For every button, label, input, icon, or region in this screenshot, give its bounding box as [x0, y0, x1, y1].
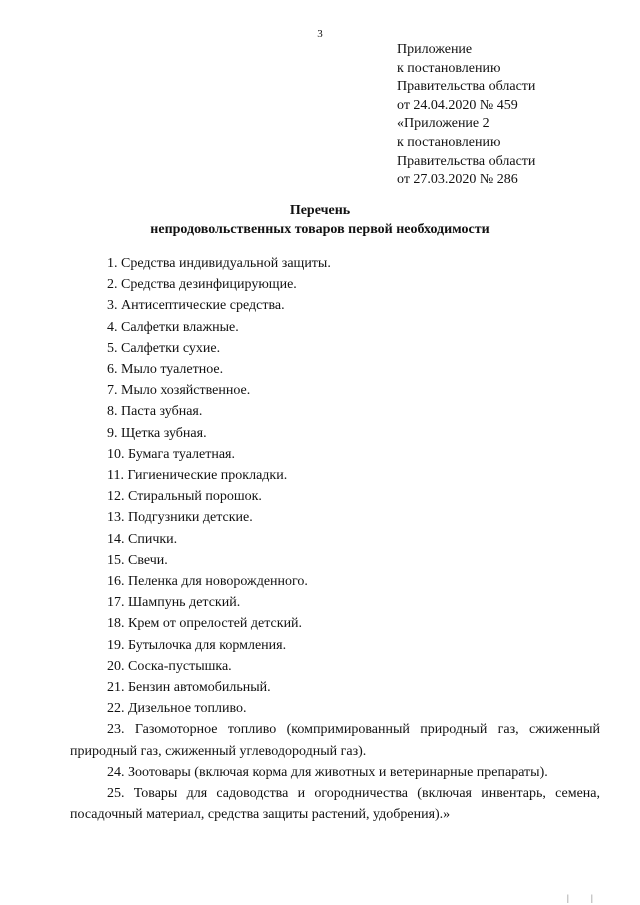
annex-line: «Приложение 2 [397, 116, 490, 132]
list-item: 17. Шампунь детский. [107, 595, 241, 611]
list-item: 19. Бутылочка для кормления. [107, 637, 287, 653]
annex-line: Приложение [397, 42, 473, 57]
list-item: 16. Пеленка для новорожденного. [107, 574, 308, 590]
list-item: 18. Крем от опрелостей детский. [107, 616, 303, 632]
list-item: 7. Мыло хозяйственное. [107, 383, 251, 399]
list-item: 5. Салфетки сухие. [107, 340, 221, 356]
list-item: 23. Газомоторное топливо (компримированный природный газ, сжиженный природный газ, сжиженный углеводородный газ). [70, 722, 600, 759]
annex-line: Правительства области [397, 79, 536, 95]
list-item: 22. Дизельное топливо. [107, 701, 247, 717]
title-line-2: непродовольственных товаров первой необходимости [150, 222, 490, 237]
list-item: 3. Антисептические средства. [107, 298, 285, 314]
list-item: 14. Спички. [107, 531, 178, 547]
page-number: 3 [317, 28, 323, 40]
list-item: 25. Товары для садоводства и огородничества (включая инвентарь, семена, посадочный материал, средства защиты растений, удобрения).» [70, 786, 600, 823]
list-item: 10. Бумага туалетная. [107, 446, 235, 462]
list-item: 24. Зоотовары (включая корма для животных и ветеринарные препараты). [107, 764, 548, 780]
footer-marks: | | [567, 893, 603, 903]
goods-list [70, 253, 600, 825]
list-item: 6. Мыло туалетное. [107, 362, 224, 378]
annex-block [397, 41, 535, 190]
list-item: 13. Подгузники детские. [107, 510, 253, 526]
annex-line: Правительства области [397, 153, 536, 169]
list-item: 12. Стиральный порошок. [107, 489, 262, 505]
list-item: 8. Паста зубная. [107, 404, 203, 420]
list-item: 2. Средства дезинфицирующие. [107, 277, 297, 293]
list-item: 11. Гигиенические прокладки. [107, 468, 288, 484]
annex-line: от 24.04.2020 № 459 [397, 97, 518, 113]
annex-line: от 27.03.2020 № 286 [397, 172, 518, 188]
title-line-1: Перечень [289, 203, 351, 218]
list-item: 21. Бензин автомобильный. [107, 680, 271, 696]
list-item: 15. Свечи. [107, 552, 168, 568]
document-title [0, 201, 640, 239]
annex-line: к постановлению [397, 134, 501, 150]
annex-line: к постановлению [397, 60, 501, 76]
list-item: 4. Салфетки влажные. [107, 319, 239, 335]
list-item: 9. Щетка зубная. [107, 425, 207, 441]
list-item: 1. Средства индивидуальной защиты. [107, 256, 331, 271]
list-item: 20. Соска-пустышка. [107, 658, 232, 674]
